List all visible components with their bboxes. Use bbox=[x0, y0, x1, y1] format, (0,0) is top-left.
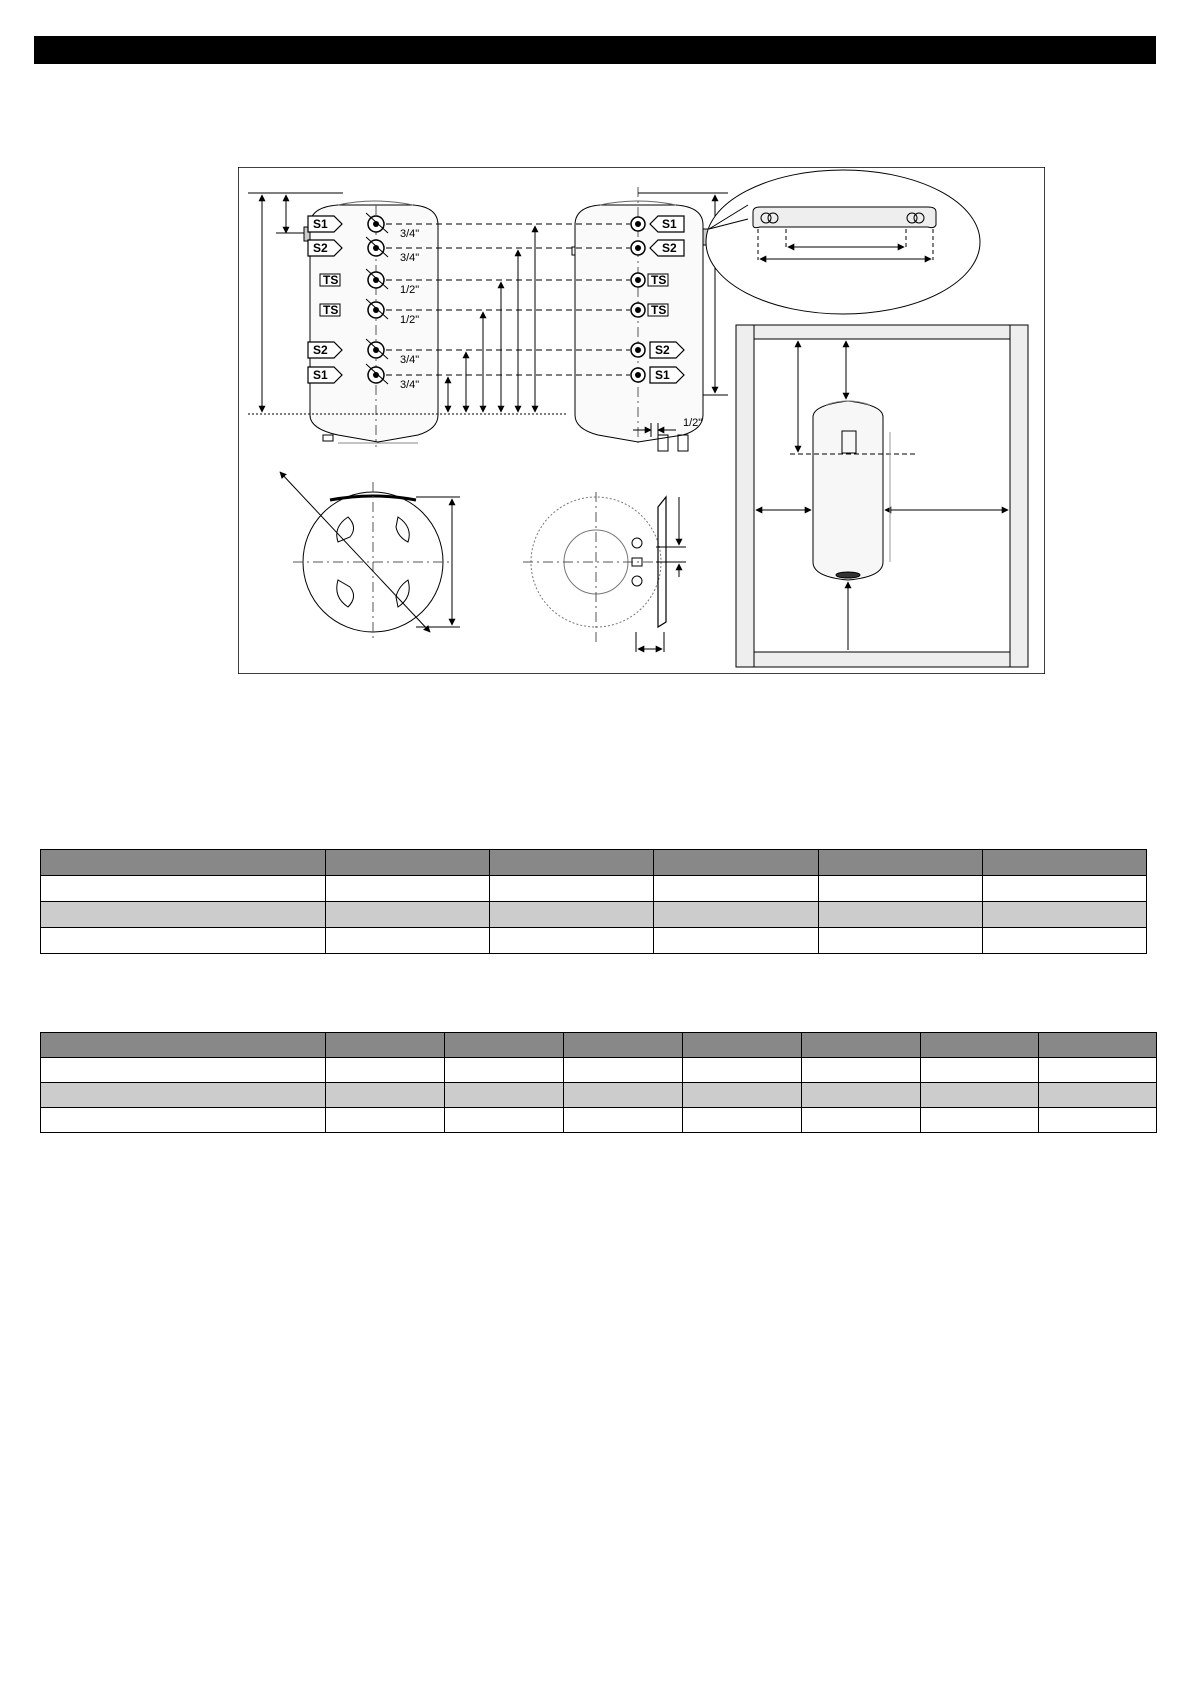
connection-label: TS bbox=[651, 303, 667, 317]
back-connection bbox=[631, 216, 684, 232]
table-cell bbox=[802, 1058, 921, 1083]
connection-label: S1 bbox=[313, 217, 328, 231]
table-cell bbox=[41, 876, 326, 902]
back-connection bbox=[631, 273, 668, 287]
table-cell bbox=[326, 1033, 445, 1058]
connection-size-label: 3/4" bbox=[400, 252, 420, 264]
table-cell bbox=[983, 876, 1147, 902]
table-cell bbox=[683, 1083, 802, 1108]
table-cell bbox=[1039, 1108, 1157, 1133]
back-connection bbox=[631, 342, 684, 358]
back-connection bbox=[631, 240, 684, 256]
back-connection bbox=[631, 303, 668, 317]
connection-label: TS bbox=[651, 273, 667, 287]
table-cell bbox=[490, 928, 654, 954]
table-cell bbox=[326, 902, 490, 928]
table-cell bbox=[41, 1033, 326, 1058]
table-cell bbox=[654, 850, 819, 876]
table-cell bbox=[819, 928, 983, 954]
table-cell bbox=[41, 902, 326, 928]
connection-size-label: 3/4" bbox=[400, 379, 420, 391]
table-cell bbox=[326, 1083, 445, 1108]
table-cell bbox=[683, 1058, 802, 1083]
connection-label: S1 bbox=[313, 368, 328, 382]
dimension-table-1 bbox=[40, 849, 1147, 954]
table-row bbox=[41, 902, 1147, 928]
table-cell bbox=[564, 1033, 683, 1058]
table-header-row bbox=[41, 850, 1147, 876]
table-cell bbox=[819, 902, 983, 928]
connection-label: S2 bbox=[313, 241, 328, 255]
table-cell bbox=[654, 928, 819, 954]
table-cell bbox=[445, 1033, 564, 1058]
table-cell bbox=[983, 928, 1147, 954]
table-cell bbox=[41, 850, 326, 876]
table-cell bbox=[802, 1108, 921, 1133]
connection-label: S1 bbox=[655, 368, 670, 382]
mounting-bracket-detail bbox=[706, 170, 980, 314]
table-cell bbox=[41, 928, 326, 954]
table-cell bbox=[564, 1108, 683, 1133]
table-cell bbox=[326, 1058, 445, 1083]
table-cell bbox=[326, 1108, 445, 1133]
table-cell bbox=[445, 1108, 564, 1133]
header-bar bbox=[34, 36, 1156, 64]
table-cell bbox=[564, 1058, 683, 1083]
table-cell bbox=[683, 1108, 802, 1133]
table-cell bbox=[802, 1083, 921, 1108]
table-cell bbox=[921, 1058, 1039, 1083]
connection-size-label: 3/4" bbox=[400, 228, 420, 240]
connection-label: S2 bbox=[655, 343, 670, 357]
table-cell bbox=[819, 850, 983, 876]
table-cell bbox=[983, 850, 1147, 876]
connection-size-label: 1/2" bbox=[400, 314, 420, 326]
table-row bbox=[41, 1083, 1157, 1108]
table-row bbox=[41, 928, 1147, 954]
table-cell bbox=[326, 928, 490, 954]
table-cell bbox=[490, 850, 654, 876]
table-cell bbox=[983, 902, 1147, 928]
back-connection bbox=[631, 367, 684, 383]
table-cell bbox=[326, 876, 490, 902]
table-cell bbox=[921, 1083, 1039, 1108]
connection-size-label: 1/2" bbox=[400, 284, 420, 296]
table-cell bbox=[1039, 1033, 1157, 1058]
connection-label: S1 bbox=[662, 217, 677, 231]
table-cell bbox=[654, 902, 819, 928]
connection-label: TS bbox=[323, 303, 339, 317]
table-cell bbox=[683, 1033, 802, 1058]
table-header-row bbox=[41, 1033, 1157, 1058]
table-cell bbox=[802, 1033, 921, 1058]
table-row bbox=[41, 876, 1147, 902]
connection-size-label: 3/4" bbox=[400, 354, 420, 366]
dimension-figure bbox=[238, 167, 1045, 674]
drain-size-label: 1/2" bbox=[683, 417, 703, 429]
table-cell bbox=[41, 1108, 326, 1133]
table-cell bbox=[326, 850, 490, 876]
table-cell bbox=[41, 1058, 326, 1083]
table-row bbox=[41, 1058, 1157, 1083]
table-cell bbox=[445, 1083, 564, 1108]
table-row bbox=[41, 1108, 1157, 1133]
connection-label: TS bbox=[323, 273, 339, 287]
table-cell bbox=[1039, 1058, 1157, 1083]
connection-label: S2 bbox=[313, 343, 328, 357]
table-cell bbox=[1039, 1083, 1157, 1108]
table-cell bbox=[564, 1083, 683, 1108]
table-cell bbox=[445, 1058, 564, 1083]
table-cell bbox=[490, 902, 654, 928]
table-cell bbox=[490, 876, 654, 902]
table-cell bbox=[921, 1033, 1039, 1058]
connection-label: S2 bbox=[662, 241, 677, 255]
table-cell bbox=[921, 1108, 1039, 1133]
table-cell bbox=[41, 1083, 326, 1108]
dimension-table-2 bbox=[40, 1032, 1157, 1133]
table-cell bbox=[654, 876, 819, 902]
table-cell bbox=[819, 876, 983, 902]
